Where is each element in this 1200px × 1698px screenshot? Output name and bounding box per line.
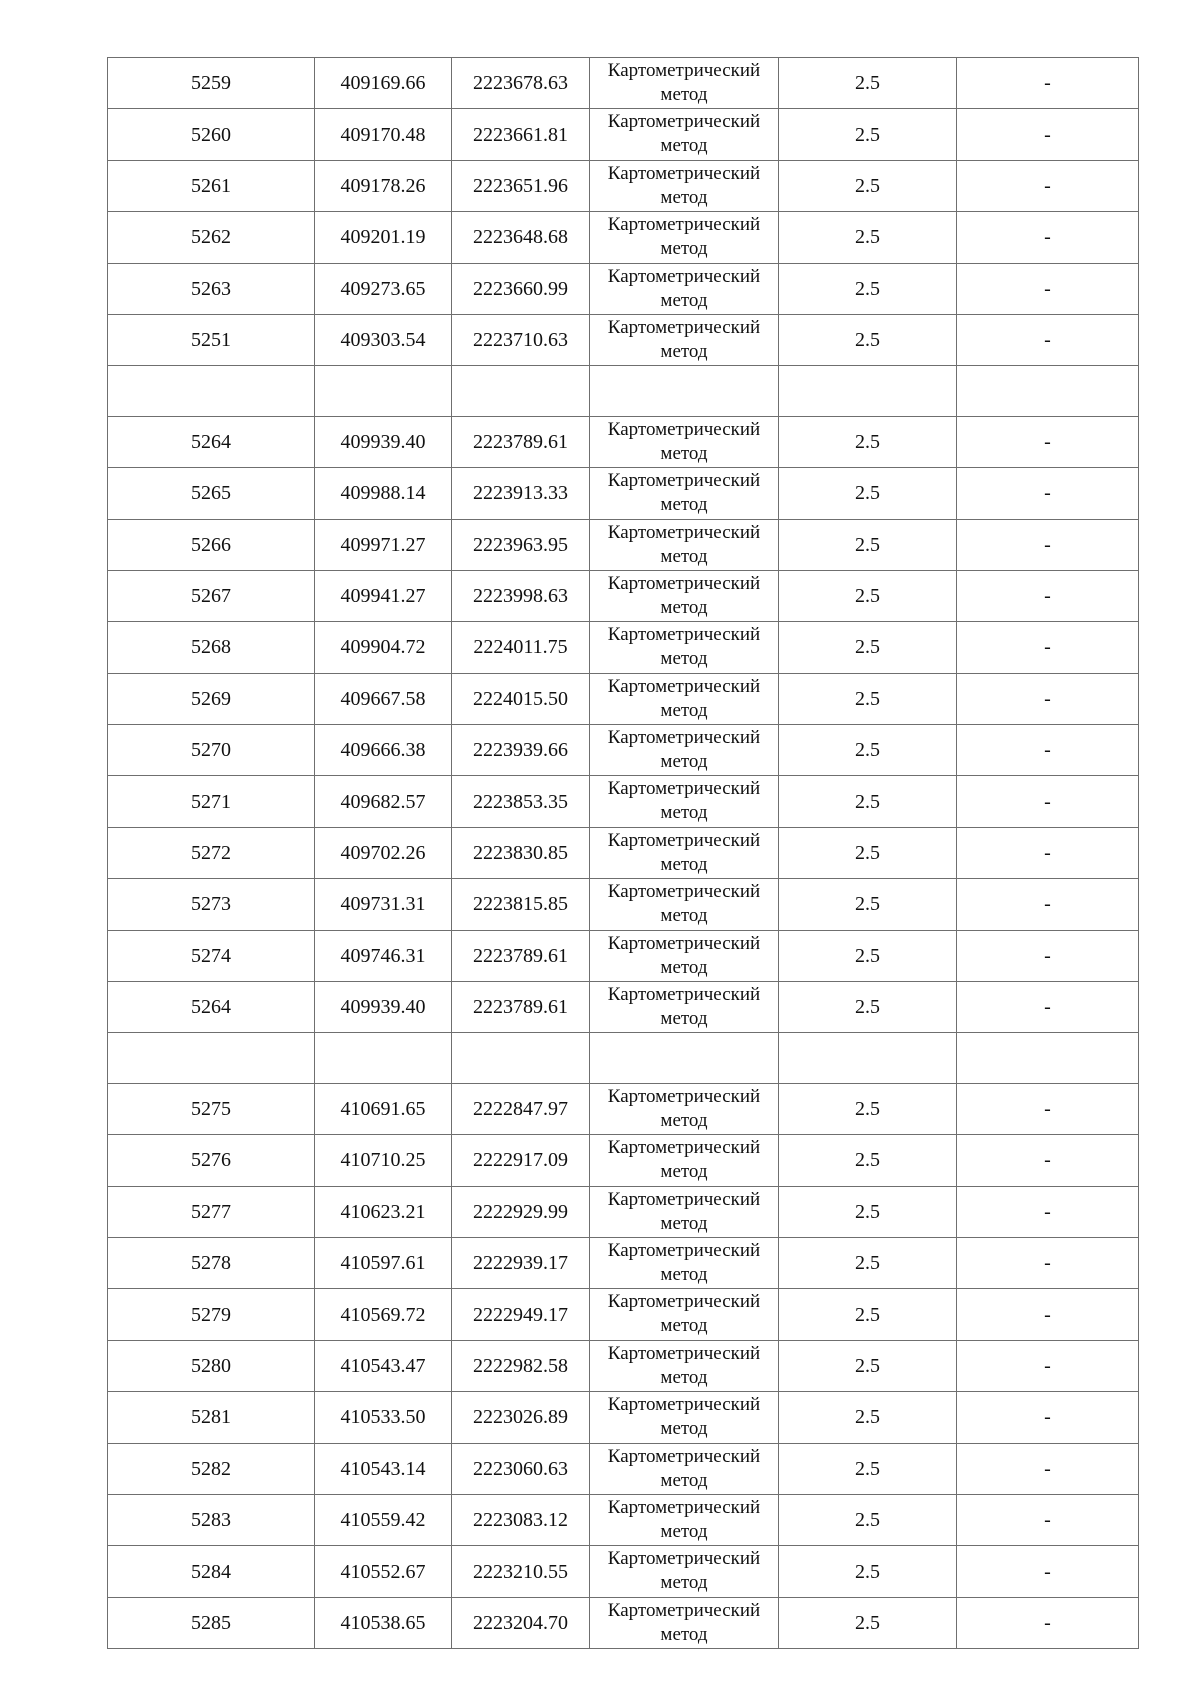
y-coordinate-cell: 2222949.17 [452,1289,590,1340]
accuracy-cell: 2.5 [779,160,957,211]
table-row [108,725,1139,776]
y-coordinate-cell: 2223789.61 [452,930,590,981]
point-number-cell: 5281 [108,1392,315,1443]
method-cell: Картометрический метод [590,982,779,1033]
table-row [108,1494,1139,1545]
note-cell: - [957,1135,1139,1186]
note-cell: - [957,725,1139,776]
table-row [108,109,1139,160]
x-coordinate-cell: 410543.47 [315,1340,452,1391]
y-coordinate-cell: 2222929.99 [452,1186,590,1237]
y-coordinate-cell: 2223913.33 [452,468,590,519]
point-number-cell: 5267 [108,570,315,621]
point-number-cell: 5271 [108,776,315,827]
accuracy-cell: 2.5 [779,1597,957,1648]
note-cell: - [957,1340,1139,1391]
y-coordinate-cell: 2223204.70 [452,1597,590,1648]
note-cell: - [957,570,1139,621]
table-row [108,879,1139,930]
accuracy-cell: 2.5 [779,776,957,827]
x-coordinate-cell: 409702.26 [315,827,452,878]
note-cell: - [957,1597,1139,1648]
x-coordinate-cell: 410543.14 [315,1443,452,1494]
point-number-cell: 5264 [108,982,315,1033]
accuracy-cell: 2.5 [779,263,957,314]
point-number-cell: 5270 [108,725,315,776]
method-cell: Картометрический метод [590,570,779,621]
point-number-cell: 5269 [108,673,315,724]
accuracy-cell: 2.5 [779,1546,957,1597]
y-coordinate-cell: 2222982.58 [452,1340,590,1391]
note-cell: - [957,879,1139,930]
point-number-cell: 5276 [108,1135,315,1186]
table-row [108,263,1139,314]
note-cell: - [957,982,1139,1033]
accuracy-cell: 2.5 [779,468,957,519]
point-number-cell: 5261 [108,160,315,211]
note-cell: - [957,109,1139,160]
accuracy-cell: 2.5 [779,1289,957,1340]
accuracy-cell: 2.5 [779,879,957,930]
x-coordinate-cell: 410691.65 [315,1083,452,1134]
x-coordinate-cell: 410569.72 [315,1289,452,1340]
note-cell: - [957,1237,1139,1288]
point-number-cell: 5284 [108,1546,315,1597]
table-row [108,1546,1139,1597]
x-coordinate-cell: 409666.38 [315,725,452,776]
point-number-cell: 5278 [108,1237,315,1288]
y-coordinate-cell: 2223815.85 [452,879,590,930]
y-coordinate-cell: 2223998.63 [452,570,590,621]
method-cell: Картометрический метод [590,416,779,467]
point-number-cell: 5259 [108,58,315,109]
point-number-cell: 5251 [108,314,315,365]
note-cell: - [957,1289,1139,1340]
y-coordinate-cell: 2223660.99 [452,263,590,314]
y-coordinate-cell: 2224015.50 [452,673,590,724]
y-coordinate-cell: 2223678.63 [452,58,590,109]
accuracy-cell: 2.5 [779,416,957,467]
y-coordinate-cell: 2224011.75 [452,622,590,673]
method-cell: Картометрический метод [590,314,779,365]
y-coordinate-cell: 2223853.35 [452,776,590,827]
method-cell: Картометрический метод [590,725,779,776]
y-coordinate-cell: 2222917.09 [452,1135,590,1186]
method-cell: Картометрический метод [590,673,779,724]
accuracy-cell: 2.5 [779,622,957,673]
note-cell: - [957,1494,1139,1545]
point-number-cell: 5260 [108,109,315,160]
y-coordinate-cell: 2222847.97 [452,1083,590,1134]
accuracy-cell: 2.5 [779,930,957,981]
x-coordinate-cell: 410710.25 [315,1135,452,1186]
table-row [108,160,1139,211]
point-number-cell: 5279 [108,1289,315,1340]
point-number-cell: 5274 [108,930,315,981]
table-row [108,1392,1139,1443]
method-cell: Картометрический метод [590,1443,779,1494]
x-coordinate-cell: 409170.48 [315,109,452,160]
accuracy-cell: 2.5 [779,58,957,109]
table-row [108,1083,1139,1134]
x-coordinate-cell: 409169.66 [315,58,452,109]
x-coordinate-cell: 410533.50 [315,1392,452,1443]
method-cell: Картометрический метод [590,1494,779,1545]
method-cell: Картометрический метод [590,622,779,673]
table-row [108,1289,1139,1340]
table-row [108,622,1139,673]
accuracy-cell: 2.5 [779,673,957,724]
accuracy-cell: 2.5 [779,1392,957,1443]
table-row [108,982,1139,1033]
table-row [108,1237,1139,1288]
table-row [108,1340,1139,1391]
empty-cell [957,1033,1139,1083]
table-row [108,1186,1139,1237]
y-coordinate-cell: 2223210.55 [452,1546,590,1597]
table-row [108,519,1139,570]
accuracy-cell: 2.5 [779,1494,957,1545]
accuracy-cell: 2.5 [779,1340,957,1391]
accuracy-cell: 2.5 [779,1237,957,1288]
table-row [108,314,1139,365]
note-cell: - [957,212,1139,263]
point-number-cell: 5285 [108,1597,315,1648]
point-number-cell: 5266 [108,519,315,570]
method-cell: Картометрический метод [590,160,779,211]
method-cell: Картометрический метод [590,1597,779,1648]
accuracy-cell: 2.5 [779,1186,957,1237]
point-number-cell: 5283 [108,1494,315,1545]
table-row [108,776,1139,827]
method-cell: Картометрический метод [590,212,779,263]
note-cell: - [957,160,1139,211]
x-coordinate-cell: 409988.14 [315,468,452,519]
table-row [108,1443,1139,1494]
empty-cell [108,366,315,416]
x-coordinate-cell: 410623.21 [315,1186,452,1237]
note-cell: - [957,930,1139,981]
note-cell: - [957,58,1139,109]
x-coordinate-cell: 409731.31 [315,879,452,930]
accuracy-cell: 2.5 [779,1083,957,1134]
accuracy-cell: 2.5 [779,212,957,263]
accuracy-cell: 2.5 [779,827,957,878]
y-coordinate-cell: 2223083.12 [452,1494,590,1545]
note-cell: - [957,673,1139,724]
x-coordinate-cell: 409746.31 [315,930,452,981]
x-coordinate-cell: 410597.61 [315,1237,452,1288]
coordinates-table [107,57,1139,1649]
method-cell: Картометрический метод [590,58,779,109]
x-coordinate-cell: 409939.40 [315,982,452,1033]
accuracy-cell: 2.5 [779,982,957,1033]
accuracy-cell: 2.5 [779,570,957,621]
y-coordinate-cell: 2223651.96 [452,160,590,211]
x-coordinate-cell: 409682.57 [315,776,452,827]
accuracy-cell: 2.5 [779,725,957,776]
empty-cell [108,1033,315,1083]
table-row [108,416,1139,467]
method-cell: Картометрический метод [590,468,779,519]
note-cell: - [957,1083,1139,1134]
empty-cell [452,1033,590,1083]
empty-cell [315,366,452,416]
x-coordinate-cell: 410552.67 [315,1546,452,1597]
empty-cell [779,366,957,416]
empty-cell [590,1033,779,1083]
method-cell: Картометрический метод [590,263,779,314]
note-cell: - [957,827,1139,878]
y-coordinate-cell: 2223789.61 [452,982,590,1033]
point-number-cell: 5282 [108,1443,315,1494]
table-row [108,212,1139,263]
note-cell: - [957,1392,1139,1443]
method-cell: Картометрический метод [590,776,779,827]
method-cell: Картометрический метод [590,1340,779,1391]
y-coordinate-cell: 2223060.63 [452,1443,590,1494]
x-coordinate-cell: 409201.19 [315,212,452,263]
x-coordinate-cell: 410538.65 [315,1597,452,1648]
method-cell: Картометрический метод [590,1289,779,1340]
y-coordinate-cell: 2223648.68 [452,212,590,263]
method-cell: Картометрический метод [590,1186,779,1237]
table-row [108,468,1139,519]
note-cell: - [957,314,1139,365]
y-coordinate-cell: 2223710.63 [452,314,590,365]
method-cell: Картометрический метод [590,1135,779,1186]
note-cell: - [957,622,1139,673]
note-cell: - [957,1443,1139,1494]
accuracy-cell: 2.5 [779,1135,957,1186]
point-number-cell: 5273 [108,879,315,930]
point-number-cell: 5275 [108,1083,315,1134]
x-coordinate-cell: 409904.72 [315,622,452,673]
method-cell: Картометрический метод [590,1237,779,1288]
x-coordinate-cell: 410559.42 [315,1494,452,1545]
y-coordinate-cell: 2223963.95 [452,519,590,570]
accuracy-cell: 2.5 [779,519,957,570]
point-number-cell: 5264 [108,416,315,467]
method-cell: Картометрический метод [590,879,779,930]
table-row [108,827,1139,878]
empty-cell [590,366,779,416]
note-cell: - [957,519,1139,570]
table-row [108,570,1139,621]
note-cell: - [957,1546,1139,1597]
method-cell: Картометрический метод [590,1083,779,1134]
method-cell: Картометрический метод [590,519,779,570]
point-number-cell: 5262 [108,212,315,263]
table-row [108,1135,1139,1186]
table-row [108,930,1139,981]
method-cell: Картометрический метод [590,1546,779,1597]
point-number-cell: 5280 [108,1340,315,1391]
y-coordinate-cell: 2223661.81 [452,109,590,160]
x-coordinate-cell: 409178.26 [315,160,452,211]
y-coordinate-cell: 2222939.17 [452,1237,590,1288]
y-coordinate-cell: 2223830.85 [452,827,590,878]
note-cell: - [957,776,1139,827]
x-coordinate-cell: 409971.27 [315,519,452,570]
point-number-cell: 5263 [108,263,315,314]
accuracy-cell: 2.5 [779,1443,957,1494]
empty-cell [452,366,590,416]
y-coordinate-cell: 2223789.61 [452,416,590,467]
note-cell: - [957,416,1139,467]
contour-separator-row [108,1033,1139,1083]
empty-cell [957,366,1139,416]
accuracy-cell: 2.5 [779,314,957,365]
method-cell: Картометрический метод [590,930,779,981]
method-cell: Картометрический метод [590,109,779,160]
point-number-cell: 5272 [108,827,315,878]
x-coordinate-cell: 409667.58 [315,673,452,724]
point-number-cell: 5265 [108,468,315,519]
table-body [108,58,1139,1649]
table-row [108,58,1139,109]
point-number-cell: 5268 [108,622,315,673]
y-coordinate-cell: 2223939.66 [452,725,590,776]
x-coordinate-cell: 409939.40 [315,416,452,467]
point-number-cell: 5277 [108,1186,315,1237]
x-coordinate-cell: 409273.65 [315,263,452,314]
accuracy-cell: 2.5 [779,109,957,160]
x-coordinate-cell: 409941.27 [315,570,452,621]
empty-cell [779,1033,957,1083]
table-row [108,673,1139,724]
x-coordinate-cell: 409303.54 [315,314,452,365]
empty-cell [315,1033,452,1083]
note-cell: - [957,1186,1139,1237]
contour-separator-row [108,366,1139,416]
y-coordinate-cell: 2223026.89 [452,1392,590,1443]
method-cell: Картометрический метод [590,1392,779,1443]
note-cell: - [957,468,1139,519]
table-row [108,1597,1139,1648]
method-cell: Картометрический метод [590,827,779,878]
note-cell: - [957,263,1139,314]
